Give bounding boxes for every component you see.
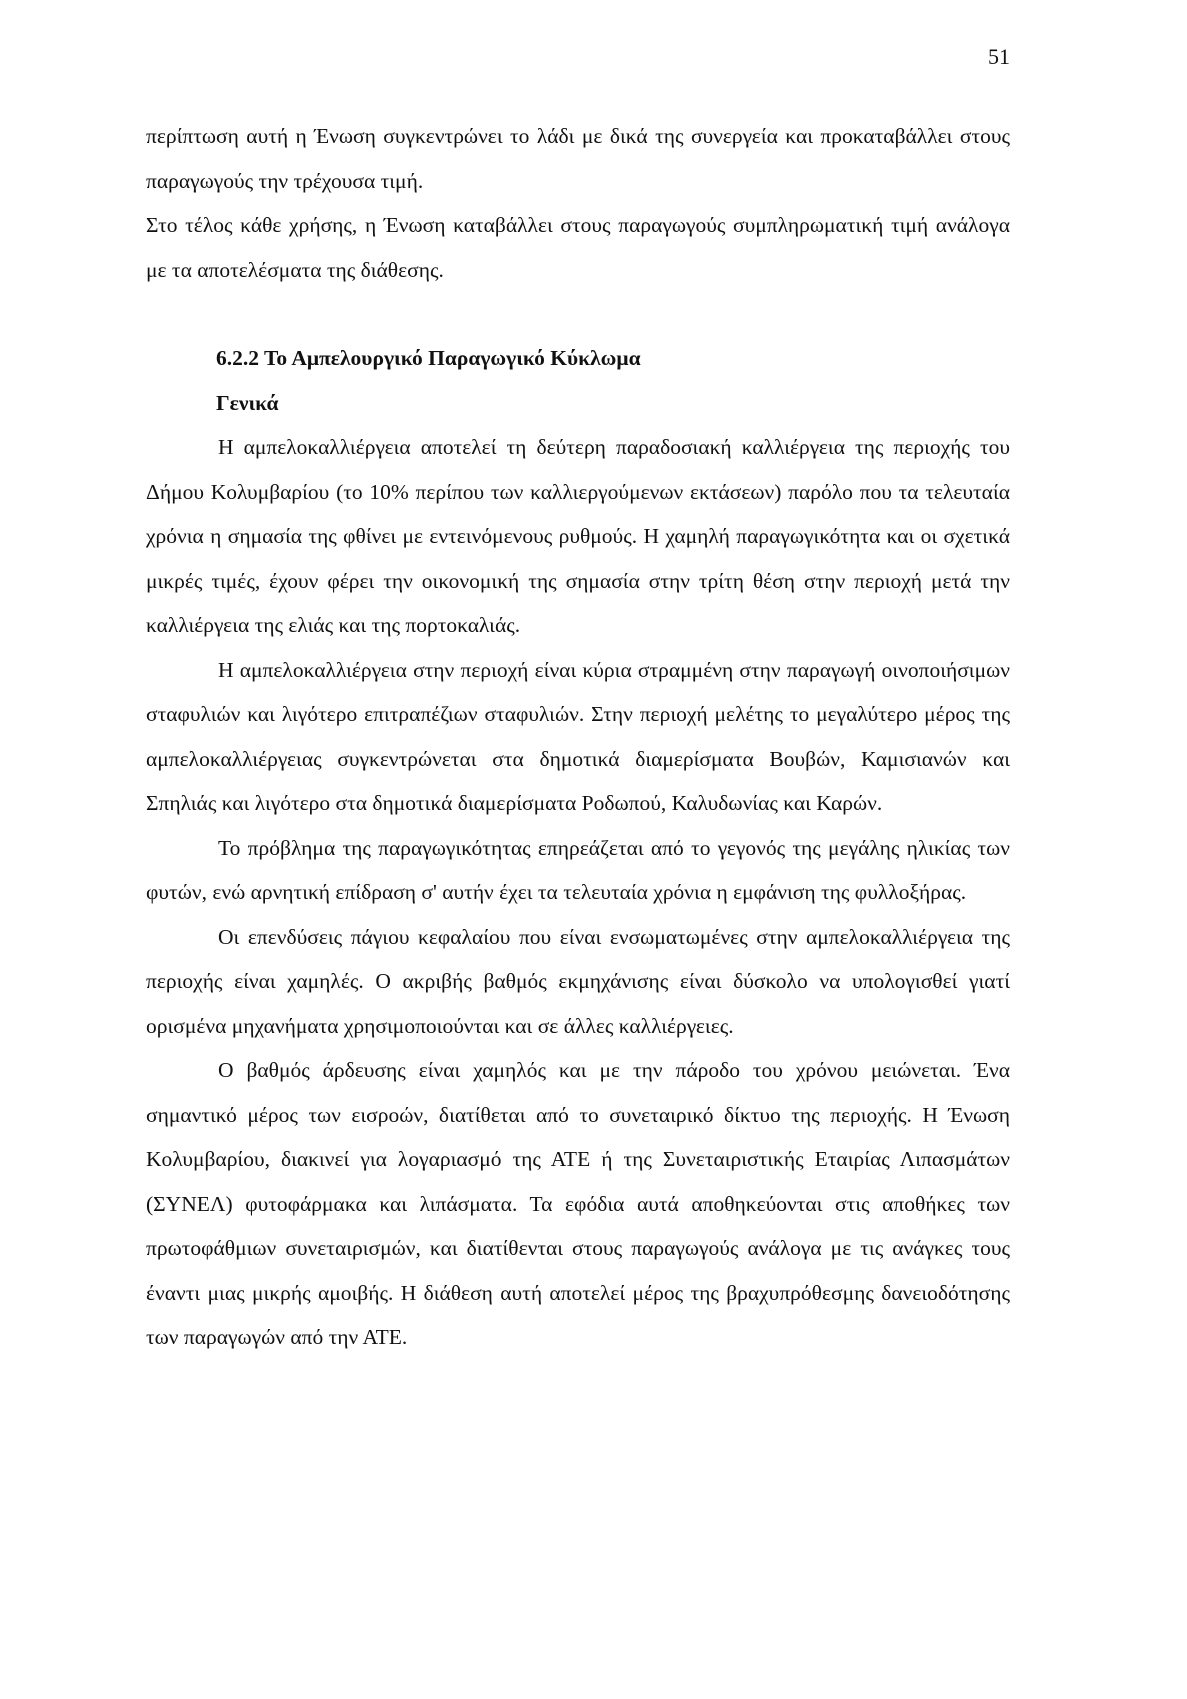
section-heading: 6.2.2 Το Αμπελουργικό Παραγωγικό Κύκλωμα (216, 346, 641, 370)
section-subheading: Γενικά (216, 390, 279, 415)
page-number: 51 (988, 44, 1010, 69)
intro-paragraph-2: Στο τέλος κάθε χρήσης, η Ένωση καταβάλλει στους παραγωγούς συμπληρωματική τιμή ανάλογα με τα αποτελέσματα της διάθεσης. (146, 213, 1010, 282)
body-paragraph-5: Ο βαθμός άρδευσης είναι χαμηλός και με την πάροδο του χρόνου μειώνεται. Ένα σημαντικό μέρος των εισροών, διατίθεται από το συνεταιρικό δίκτυο της περιοχής. Η Ένωση Κολυμβαρίου, διακινεί για λογαριασμό της ΑΤΕ ή της Συνεταιριστικής Εταιρίας Λιπασμάτων (ΣΥΝΕΛ) φυτοφάρμακα και λιπάσματα. Τα εφόδια αυτά αποθηκεύονται στις αποθήκες των πρωτοφάθμιων συνεταιρισμών, και διατίθενται στους παραγωγούς ανάλογα με τις ανάγκες τους έναντι μιας μικρής αμοιβής. Η διάθεση αυτή αποτελεί μέρος της βραχυπρόθεσμης δανειοδότησης των παραγωγών από την ΑΤΕ. (146, 1058, 1010, 1349)
section-body (146, 336, 1010, 1360)
body-paragraph-2: Η αμπελοκαλλιέργεια στην περιοχή είναι κύρια στραμμένη στην παραγωγή οινοποιήσιμων σταφυλιών και λιγότερο επιτραπέζιων σταφυλιών. Στην περιοχή μελέτης το μεγαλύτερο μέρος της αμπελοκαλλιέργειας συγκεντρώνεται στα δημοτικά διαμερίσματα Βουβών, Καμισιανών και Σπηλιάς και λιγότερο στα δημοτικά διαμερίσματα Ροδωπού, Καλυδωνίας και Καρών. (146, 657, 1010, 815)
body-paragraph-3: Το πρόβλημα της παραγωγικότητας επηρεάζεται από το γεγονός της μεγάλης ηλικίας των φυτών, ενώ αρνητική επίδραση σ' αυτήν έχει τα τελευταία χρόνια η εμφάνιση της φυλλοξήρας. (146, 835, 1010, 904)
intro-paragraph-1: περίπτωση αυτή η Ένωση συγκεντρώνει το λάδι με δικά της συνεργεία και προκαταβάλλει στους παραγωγούς την τρέχουσα τιμή. (146, 124, 1010, 193)
intro-text (146, 114, 1010, 292)
body-paragraph-1: Η αμπελοκαλλιέργεια αποτελεί τη δεύτερη παραδοσιακή καλλιέργεια της περιοχής του Δήμου Κολυμβαρίου (το 10% περίπου των καλλιεργούμενων εκτάσεων) παρόλο που τα τελευταία χρόνια η σημασία της φθίνει με εντεινόμενους ρυθμούς. Η χαμηλή παραγωγικότητα και οι σχετικά μικρές τιμές, έχουν φέρει την οικονομική της σημασία στην τρίτη θέση στην περιοχή μετά την καλλιέργεια της ελιάς και της πορτοκαλιάς. (146, 435, 1010, 637)
body-paragraph-4: Οι επενδύσεις πάγιου κεφαλαίου που είναι ενσωματωμένες στην αμπελοκαλλιέργεια της περιοχής είναι χαμηλές. Ο ακριβής βαθμός εκμηχάνισης είναι δύσκολο να υπολογισθεί γιατί ορισμένα μηχανήματα χρησιμοποιούνται και σε άλλες καλλιέργειες. (146, 924, 1010, 1038)
